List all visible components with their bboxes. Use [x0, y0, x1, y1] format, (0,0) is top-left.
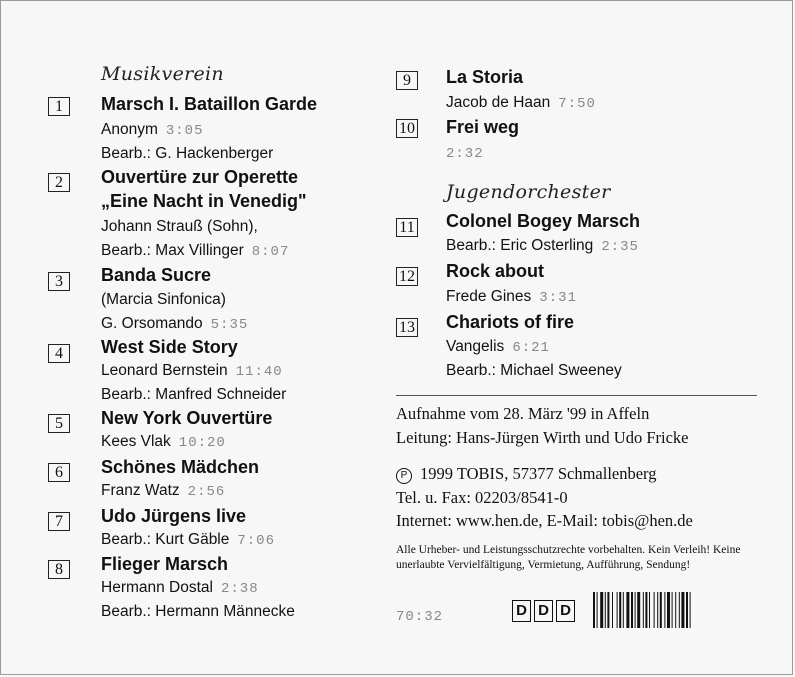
track-number-3: 3	[48, 272, 70, 291]
track-credit-13b: Bearb.: Michael Sweeney	[446, 362, 622, 379]
track-title-2-line2: „Eine Nacht in Venedig"	[101, 191, 307, 211]
track-duration-1: 3:05	[165, 123, 204, 139]
track-duration-5: 10:20	[178, 435, 226, 451]
track-number-6: 6	[48, 463, 70, 482]
ddd-code-2: D	[534, 600, 553, 622]
track-credit-4b: Bearb.: Manfred Schneider	[101, 386, 287, 403]
track-title-10: Frei weg	[446, 117, 520, 137]
track-duration-4: 11:40	[235, 364, 283, 380]
track-credit-3b: G. Orsomando 5:35	[101, 315, 249, 333]
track-credit-11a: Bearb.: Eric Osterling 2:35	[446, 237, 639, 255]
track-number-2: 2	[48, 173, 70, 192]
phonogram-icon: P	[396, 468, 412, 484]
track-title-6: Schönes Mädchen	[101, 457, 260, 477]
track-credit-3a: (Marcia Sinfonica)	[101, 291, 226, 308]
track-number-11: 11	[396, 218, 418, 237]
track-title-7: Udo Jürgens live	[101, 506, 247, 526]
track-title-8: Flieger Marsch	[101, 554, 229, 574]
section-heading-musikverein: Musikverein	[101, 63, 224, 85]
track-credit-1b: Bearb.: G. Hackenberger	[101, 145, 274, 162]
section-heading-jugendorchester: Jugendorchester	[446, 181, 611, 203]
track-credit-5a: Kees Vlak 10:20	[101, 433, 226, 451]
divider	[396, 395, 757, 396]
track-title-9: La Storia	[446, 67, 524, 87]
track-number-1: 1	[48, 97, 70, 116]
track-duration-10: 2:32	[446, 146, 484, 162]
track-duration-9: 7:50	[558, 96, 596, 112]
track-number-4: 4	[48, 344, 70, 363]
track-credit-2a: Johann Strauß (Sohn),	[101, 218, 258, 235]
phone-info: Tel. u. Fax: 02203/8541-0	[396, 488, 568, 507]
track-credit-6a: Franz Watz 2:56	[101, 482, 226, 500]
track-credit-12a: Frede Gines 3:31	[446, 288, 577, 306]
track-credit-4a: Leonard Bernstein 11:40	[101, 362, 283, 380]
track-duration-6: 2:56	[187, 484, 226, 500]
track-number-8: 8	[48, 560, 70, 579]
track-credit-8a: Hermann Dostal 2:38	[101, 579, 259, 597]
internet-info: Internet: www.hen.de, E-Mail: tobis@hen.de	[396, 511, 693, 530]
track-credit-1a: Anonym 3:05	[101, 121, 204, 139]
track-duration-2: 8:07	[251, 244, 290, 260]
track-number-13: 13	[396, 318, 418, 337]
track-title-3: Banda Sucre	[101, 265, 212, 285]
conductor-info: Leitung: Hans-Jürgen Wirth und Udo Fricke	[396, 428, 689, 447]
track-duration-3: 5:35	[210, 317, 249, 333]
track-title-2: Ouvertüre zur Operette	[101, 167, 299, 187]
track-duration-11: 2:35	[601, 239, 639, 255]
track-number-9: 9	[396, 71, 418, 90]
ddd-code-1: D	[512, 600, 531, 622]
track-title-1: Marsch I. Bataillon Garde	[101, 94, 318, 114]
publisher-info: P 1999 TOBIS, 57377 Schmallenberg	[396, 464, 657, 484]
track-number-5: 5	[48, 414, 70, 433]
track-credit-13a: Vangelis 6:21	[446, 338, 550, 356]
track-credit-8b: Bearb.: Hermann Männecke	[101, 603, 295, 620]
track-credit-2b: Bearb.: Max Villinger 8:07	[101, 242, 290, 260]
track-number-10: 10	[396, 119, 418, 138]
track-number-7: 7	[48, 512, 70, 531]
total-time: 70:32	[396, 609, 444, 625]
track-number-12: 12	[396, 267, 418, 286]
recording-info: Aufnahme vom 28. März '99 in Affeln	[396, 404, 650, 423]
track-duration-8: 2:38	[221, 581, 259, 597]
barcode-icon	[592, 592, 757, 628]
track-title-5: New York Ouvertüre	[101, 408, 273, 428]
ddd-code-3: D	[556, 600, 575, 622]
track-duration-13: 6:21	[512, 340, 550, 356]
track-title-13: Chariots of fire	[446, 312, 575, 332]
track-credit-7a: Bearb.: Kurt Gäble 7:06	[101, 531, 275, 549]
track-title-4: West Side Story	[101, 337, 238, 357]
track-title-12: Rock about	[446, 261, 545, 281]
track-duration-12: 3:31	[539, 290, 577, 306]
rights-notice: Alle Urheber- und Leistungsschutzrechte vorbehalten. Kein Verleih! Keine unerlaubte Vervielfältigung, Vermietung, Aufführung, Sendung!	[396, 544, 741, 571]
track-title-11: Colonel Bogey Marsch	[446, 211, 641, 231]
track-credit-9a: Jacob de Haan 7:50	[446, 94, 596, 112]
track-duration-7: 7:06	[237, 533, 275, 549]
